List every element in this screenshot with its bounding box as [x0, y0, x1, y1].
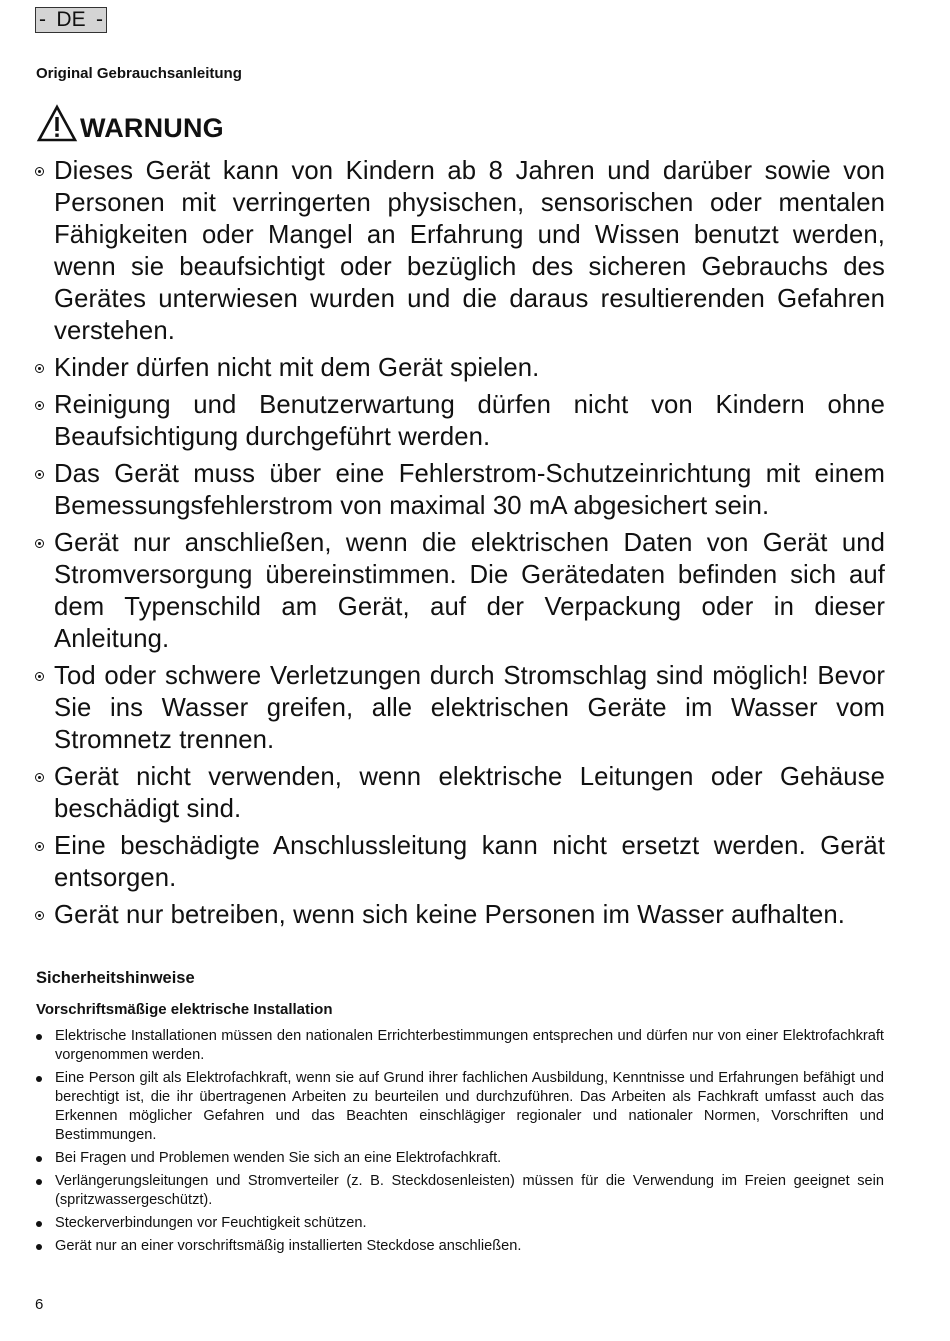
- bullet-icon: [35, 364, 44, 373]
- document-subtitle: Original Gebrauchsanleitung: [36, 65, 242, 82]
- bullet-icon: [35, 539, 44, 548]
- warning-item-text: Kinder dürfen nicht mit dem Gerät spielen.: [54, 354, 540, 382]
- warning-item: [33, 352, 885, 384]
- warning-heading: [36, 104, 224, 144]
- warning-list: [33, 155, 885, 936]
- warning-item-text: Gerät nur betreiben, wenn sich keine Personen im Wasser aufhalten.: [54, 901, 845, 929]
- bullet-icon: [35, 470, 44, 479]
- warning-item: [33, 527, 885, 655]
- warning-item-text: Gerät nur anschließen, wenn die elektrischen Daten von Gerät und Stromversorgung übereinstimmen. Die Gerätedaten befinden sich auf dem Typenschild am Gerät, auf der Verpackung oder in dieser Anleitung.: [54, 529, 885, 653]
- safety-item: [36, 1149, 884, 1168]
- warning-item-text: Tod oder schwere Verletzungen durch Stromschlag sind möglich! Bevor Sie ins Wasser greifen, alle elektrischen Geräte im Wasser vom Stromnetz trennen.: [54, 662, 885, 754]
- safety-item-text: Steckerverbindungen vor Feuchtigkeit schützen.: [55, 1215, 367, 1231]
- warning-item-text: Reinigung und Benutzerwartung dürfen nicht von Kindern ohne Beaufsichtigung durchgeführt werden.: [54, 391, 885, 451]
- safety-item: [36, 1214, 884, 1233]
- warning-item: [33, 458, 885, 522]
- warning-item-text: Das Gerät muss über eine Fehlerstrom-Schutzeinrichtung mit einem Bemessungsfehlerstrom von maximal 30 mA abgesichert sein.: [54, 460, 885, 520]
- safety-item-text: Gerät nur an einer vorschriftsmäßig installierten Steckdose anschließen.: [55, 1238, 522, 1254]
- warning-item: [33, 899, 885, 931]
- safety-item: [36, 1027, 884, 1065]
- warning-item: [33, 155, 885, 347]
- safety-item: [36, 1172, 884, 1210]
- bullet-icon: [36, 1179, 42, 1185]
- bullet-icon: [35, 911, 44, 920]
- safety-item-text: Bei Fragen und Problemen wenden Sie sich an eine Elektrofachkraft.: [55, 1150, 502, 1166]
- bullet-icon: [35, 773, 44, 782]
- safety-item-text: Elektrische Installationen müssen den nationalen Errichterbestimmungen entsprechen und dürfen nur von einer Elektrofachkraft vorgenommen werden.: [55, 1028, 884, 1063]
- safety-item: [36, 1069, 884, 1145]
- language-tag-left-dash: -: [39, 8, 46, 31]
- safety-list: [36, 1027, 884, 1260]
- warning-item: [33, 830, 885, 894]
- bullet-icon: [36, 1156, 42, 1162]
- safety-item-text: Verlängerungsleitungen und Stromverteiler (z. B. Steckdosenleisten) müssen für die Verwendung im Freien geeignet sein (spritzwassergeschützt).: [55, 1173, 884, 1208]
- bullet-icon: [35, 842, 44, 851]
- warning-item: [33, 761, 885, 825]
- bullet-icon: [36, 1221, 42, 1227]
- bullet-icon: [35, 167, 44, 176]
- warning-triangle-icon: [36, 104, 78, 144]
- bullet-icon: [36, 1076, 42, 1082]
- bullet-icon: [35, 401, 44, 410]
- warning-item-text: Gerät nicht verwenden, wenn elektrische Leitungen oder Gehäuse beschädigt sind.: [54, 763, 885, 823]
- safety-subsection-title: Vorschriftsmäßige elektrische Installation: [36, 1001, 333, 1018]
- bullet-icon: [35, 672, 44, 681]
- bullet-icon: [36, 1244, 42, 1250]
- warning-item-text: Eine beschädigte Anschlussleitung kann nicht ersetzt werden. Gerät entsorgen.: [54, 832, 885, 892]
- language-code: DE: [56, 8, 86, 31]
- safety-item: [36, 1237, 884, 1256]
- warning-item: [33, 660, 885, 756]
- bullet-icon: [36, 1034, 42, 1040]
- language-tag-right-dash: -: [96, 8, 103, 31]
- language-tag: [35, 7, 107, 33]
- warning-title: WARNUNG: [80, 113, 224, 143]
- page-number: 6: [35, 1296, 44, 1313]
- warning-item-text: Dieses Gerät kann von Kindern ab 8 Jahren und darüber sowie von Personen mit verringerten physischen, sensorischen oder mentalen Fähigkeiten oder Mangel an Erfahrung und Wissen benutzt werden, wenn sie beaufsichtigt oder bezüglich des sicheren Gebrauchs des Gerätes unterwiesen wurden und die daraus resultierenden Gefahren verstehen.: [54, 157, 885, 345]
- warning-item: [33, 389, 885, 453]
- safety-section-title: Sicherheitshinweise: [36, 969, 195, 987]
- safety-item-text: Eine Person gilt als Elektrofachkraft, wenn sie auf Grund ihrer fachlichen Ausbildung, Kenntnisse und Erfahrungen befähigt und berechtigt ist, die ihr übertragenen Arbeiten zu beurteilen und durchzuführen. Das Arbeiten als Fachkraft umfasst auch das Erkennen möglicher Gefahren und das Beachten einschlägiger regionaler und nationaler Normen, Vorschriften und Bestimmungen.: [55, 1070, 884, 1143]
